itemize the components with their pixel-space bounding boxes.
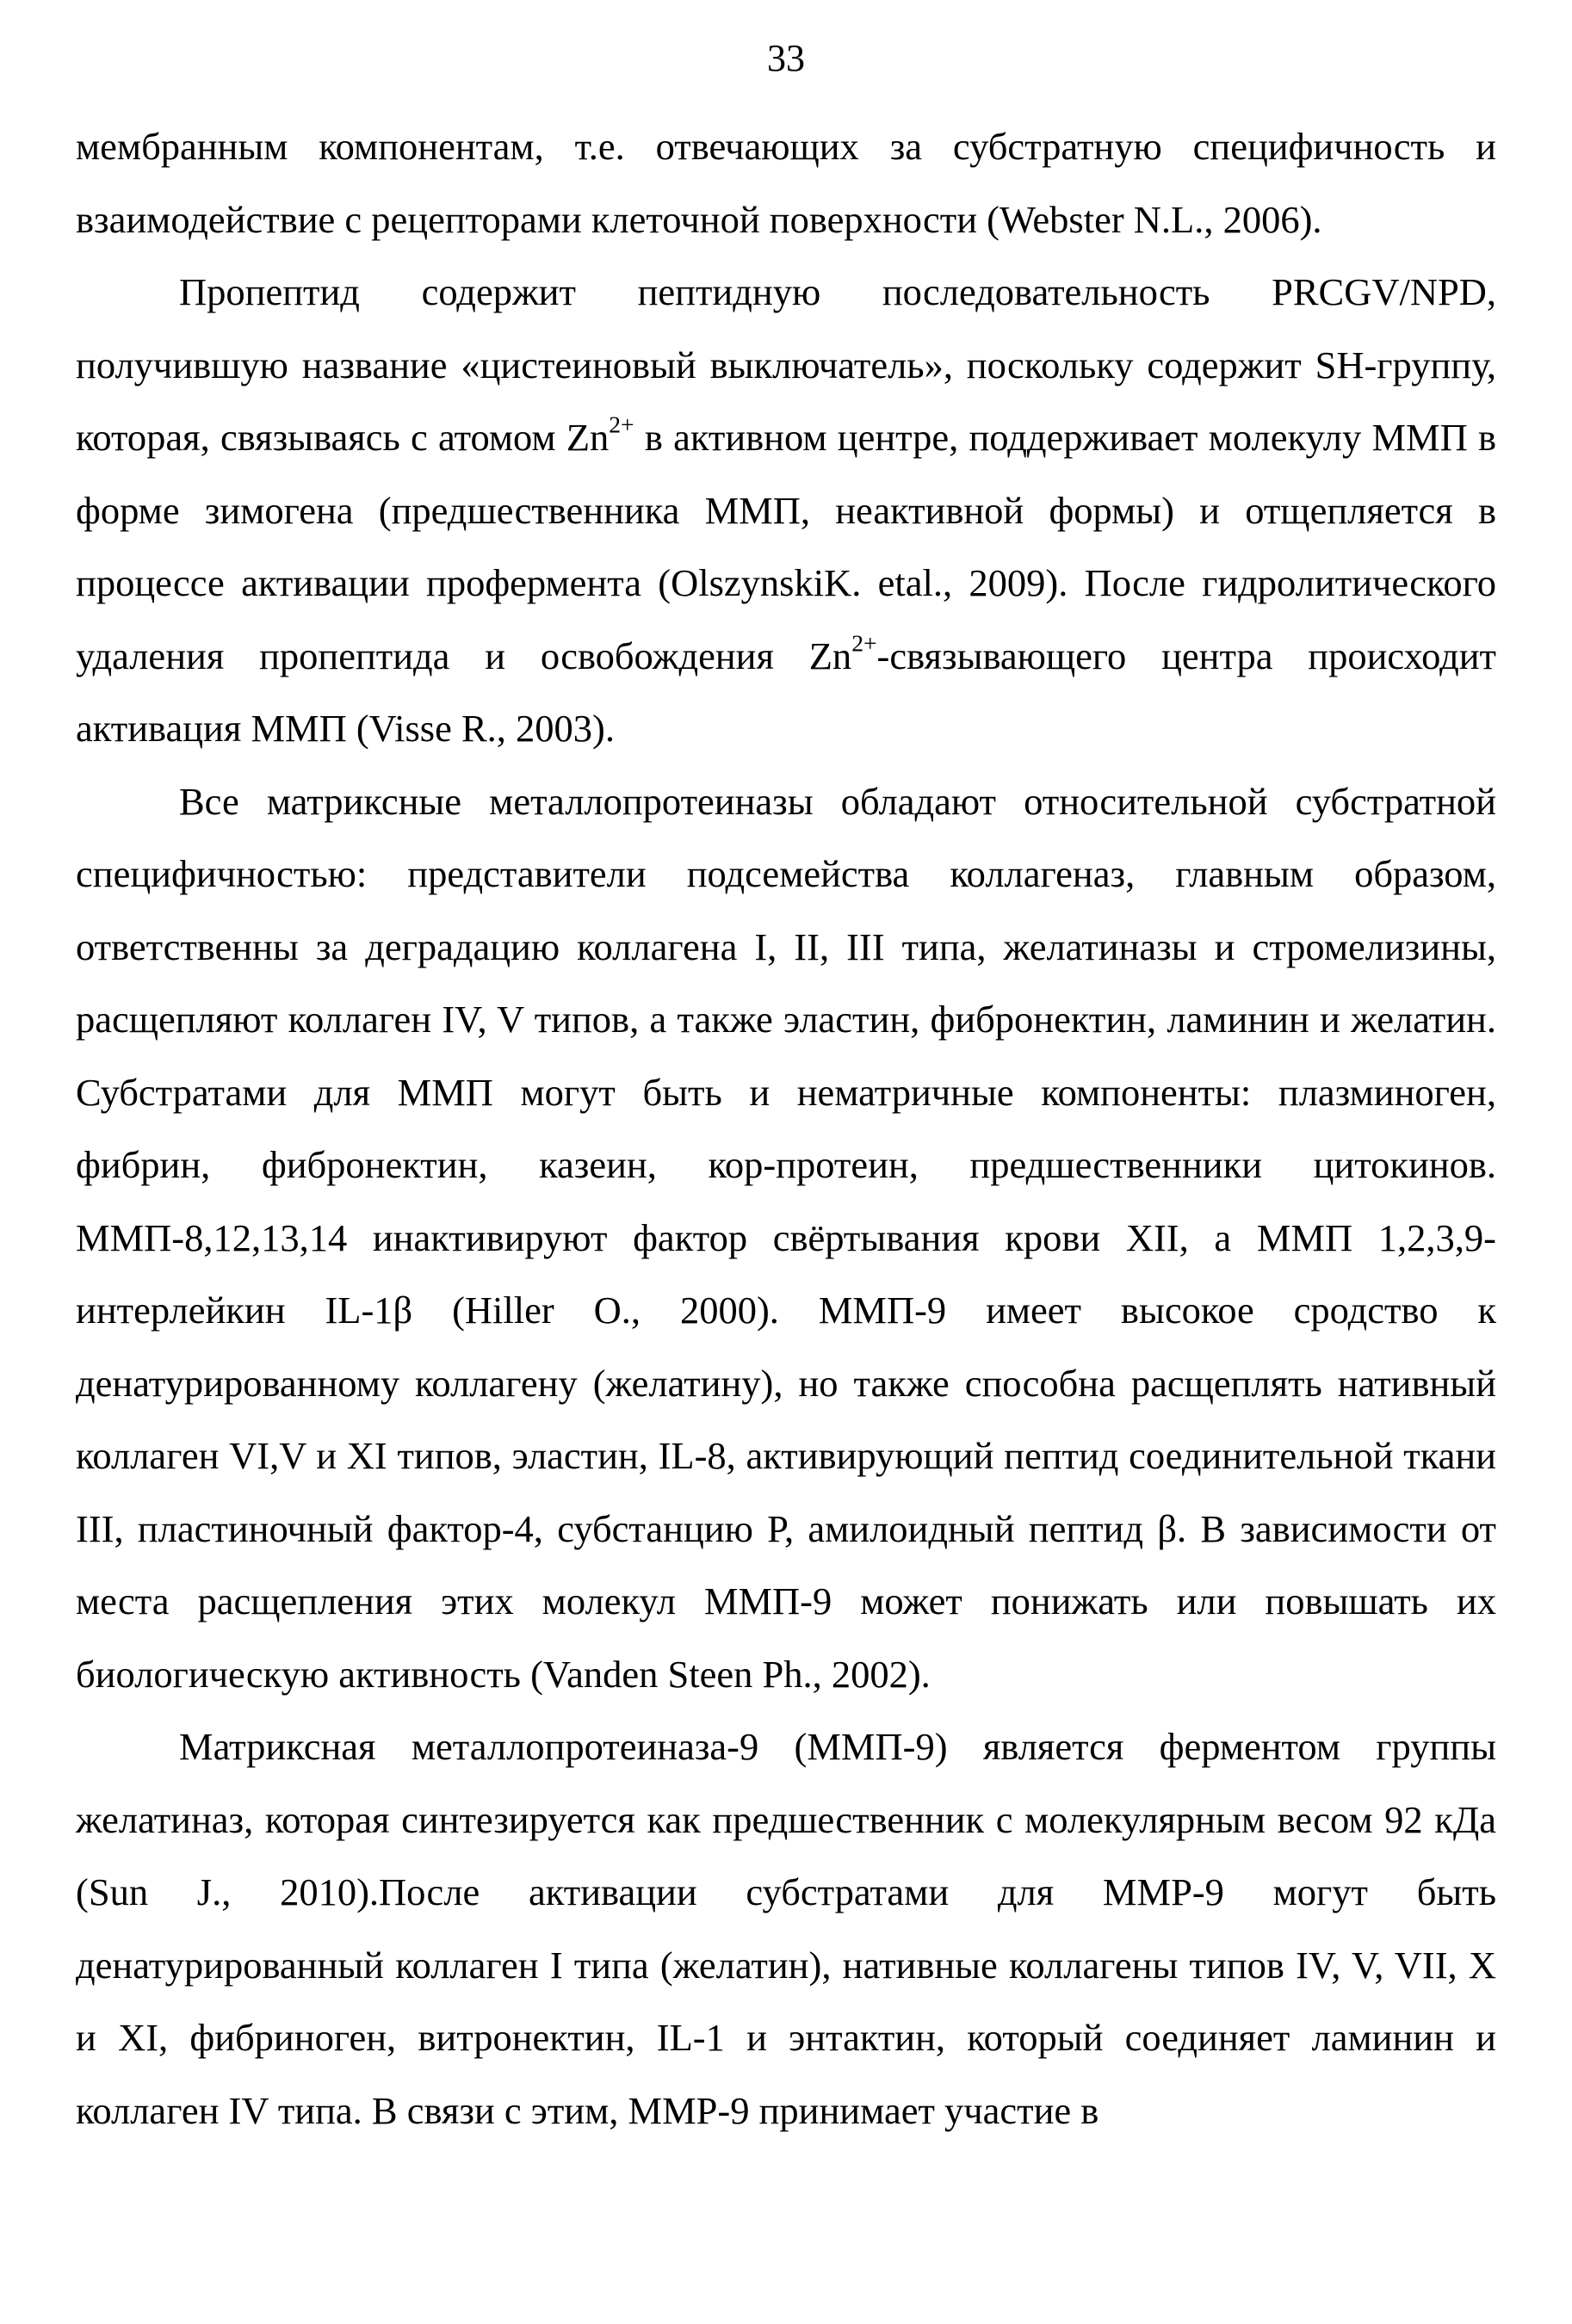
paragraph-continuation: мембранным компонентам, т.е. отвечающих за субстратную специфичность и взаимодействие с рецепторами клеточной поверхности (Webster N.L., 2006). — [76, 125, 1496, 241]
body-text — [76, 110, 1496, 2147]
text-segment: -связывающего центра происходит активация ММП (Visse R., 2003). — [76, 634, 1496, 750]
paragraph-substrate-specificity: Все матриксные металлопротеиназы обладают относительной субстратной специфичностью: представители подсемейства коллагеназ, главным образом, ответственны за деградацию коллагена I, II, III типа, желатиназы и стромелизины, расщепляют коллаген IV, V типов, а также эластин, фибронектин, ламинин и желатин. Субстратами для ММП могут быть и нематричные компоненты: плазминоген, фибрин, фибронектин, казеин, кор-протеин, предшественники цитокинов. ММП-8,12,13,14 инактивируют фактор свёртывания крови XII, а ММП 1,2,3,9- интерлейкин IL-1β (Hiller O., 2000). ММП-9 имеет высокое сродство к денатурированному коллагену (желатину), но также способна расщеплять нативный коллаген VI,V и XI типов, эластин, IL-8, активирующий пептид соединительной ткани III, пластиночный фактор-4, субстанцию P, амилоидный пептид β. В зависимости от места расщепления этих молекул ММП-9 может понижать или повышать их биологическую активность (Vanden Steen Ph., 2002). — [76, 779, 1496, 1696]
superscript-charge: 2+ — [609, 411, 634, 438]
superscript-charge: 2+ — [851, 628, 877, 656]
page-number: 33 — [767, 37, 805, 79]
paragraph-propeptide — [76, 256, 1496, 765]
text-segment: в активном центре, поддерживает молекулу ММП в форме зимогена (предшественника ММП, неактивной формы) и отщепляется в процессе активации профермента (OlszynskiK. etal., 2009). После гидролитического удаления пропептида и освобождения Zn — [76, 416, 1497, 677]
text-segment: Пропептид содержит пептидную последовательность PRCGV/NPD, получившую название «цистеиновый выключатель», поскольку содержит SH-группу, которая, связываясь с атомом Zn — [76, 270, 1496, 459]
paragraph-mmp9: Матриксная металлопротеиназа-9 (ММП-9) является ферментом группы желатиназ, которая синтезируется как предшественник с молекулярным весом 92 кДа (Sun J., 2010).После активации субстратами для MMP-9 могут быть денатурированный коллаген I типа (желатин), нативные коллагены типов IV, V, VII, X и XI, фибриноген, витронектин, IL-1 и энтактин, который соединяет ламинин и коллаген IV типа. В связи с этим, MMP-9 принимает участие в — [76, 1725, 1496, 2132]
